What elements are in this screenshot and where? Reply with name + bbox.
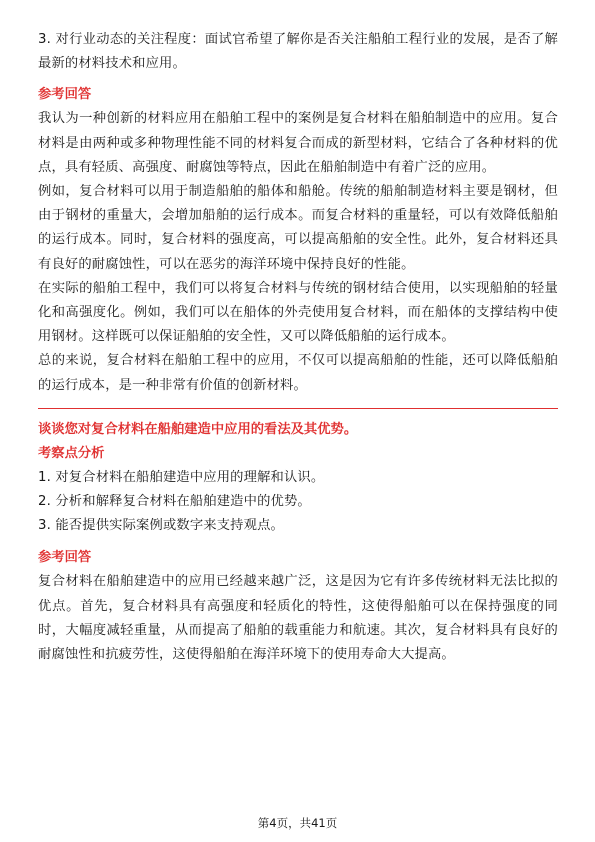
answer1-paragraph-1: 我认为一种创新的材料应用在船舶工程中的案例是复合材料在船舶制造中的应用。复合材料是由两种或多种物理性能不同的材料复合而成的新型材料，它结合了各种材料的优点，具有轻质、高强度、耐腐蚀等特点，因此在船舶制造中有着广泛的应用。	[38, 111, 558, 175]
page-number: 第4页，共41页	[257, 816, 338, 830]
intro-point-3: 3. 对行业动态的关注程度：面试官希望了解你是否关注船舶工程行业的发展，是否了解最新的材料技术和应用。	[38, 32, 558, 72]
analysis-point-1: 1. 对复合材料在船舶建造中应用的理解和认识。	[38, 469, 325, 485]
reference-answer-heading-1: 参考回答	[38, 87, 92, 103]
answer1-paragraph-3: 在实际的船舶工程中，我们可以将复合材料与传统的钢材结合使用，以实现船舶的轻量化和高强度化。例如，我们可以在船体的外壳使用复合材料，而在船体的支撑结构中使用钢材。这样既可以保证船舶的安全性，又可以降低船舶的运行成本。	[38, 280, 558, 345]
answer2-paragraph-1: 复合材料在船舶建造中的应用已经越来越广泛，这是因为它有许多传统材料无法比拟的优点。首先，复合材料具有高强度和轻质化的特性，这使得船舶可以在保持强度的同时，大幅度减轻重量，从而提高了船舶的载重能力和航速。其次，复合材料具有良好的耐腐蚀性和抗疲劳性，这使得船舶在海洋环境下的使用寿命大大提高。	[38, 574, 558, 663]
question-title: 谈谈您对复合材料在船舶建造中应用的看法及其优势。	[38, 421, 358, 437]
answer1-paragraph-4: 总的来说，复合材料在船舶工程中的应用，不仅可以提高船舶的性能，还可以降低船舶的运行成本，是一种非常有价值的创新材料。	[38, 353, 558, 393]
reference-answer-heading-2: 参考回答	[38, 550, 92, 566]
analysis-heading: 考察点分析	[38, 445, 105, 461]
section-divider	[38, 408, 558, 409]
analysis-point-3: 3. 能否提供实际案例或数字来支持观点。	[38, 518, 284, 534]
page-content	[38, 28, 558, 667]
analysis-point-2: 2. 分析和解释复合材料在船舶建造中的优势。	[38, 494, 311, 510]
answer1-paragraph-2: 例如，复合材料可以用于制造船舶的船体和船舱。传统的船舶制造材料主要是钢材，但由于钢材的重量大，会增加船舶的运行成本。而复合材料的重量轻，可以有效降低船舶的运行成本。同时，复合材料的强度高，可以提高船舶的安全性。此外，复合材料还具有良好的耐腐蚀性，可以在恶劣的海洋环境中保持良好的性能。	[38, 184, 558, 272]
